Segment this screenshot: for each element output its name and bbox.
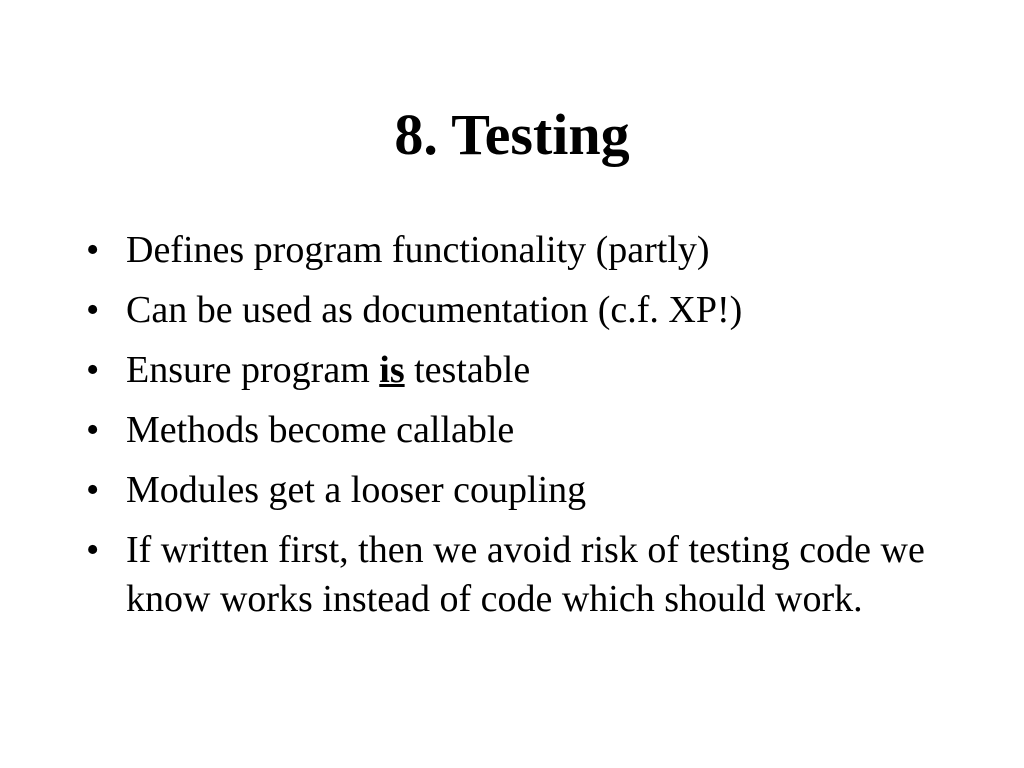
bullet-item <box>86 466 946 515</box>
bullet-icon: • <box>86 469 100 511</box>
bullet-text: Methods become callable <box>126 409 515 451</box>
bullet-icon: • <box>86 349 100 391</box>
bullet-item <box>86 226 946 275</box>
bullet-text: Defines program functionality (partly) <box>126 229 710 271</box>
emphasized-word: is <box>379 349 405 391</box>
bullet-item <box>86 286 946 335</box>
bullet-item <box>86 406 946 455</box>
bullet-text <box>126 349 530 391</box>
bullet-icon: • <box>86 289 100 331</box>
bullet-icon: • <box>86 409 100 451</box>
bullet-text-after: testable <box>404 349 531 391</box>
bullet-icon: • <box>86 229 100 271</box>
bullet-icon: • <box>86 529 100 571</box>
bullet-text-before: Ensure program <box>126 349 380 391</box>
bullet-text: If written first, then we avoid risk of testing code we know works instead of code which should work. <box>126 529 925 620</box>
bullet-item <box>86 346 946 395</box>
bullet-list <box>86 226 946 635</box>
slide-title: 8. Testing <box>394 102 630 167</box>
bullet-text: Modules get a looser coupling <box>126 469 587 511</box>
bullet-text: Can be used as documentation (c.f. XP!) <box>126 289 743 331</box>
bullet-item <box>86 526 946 624</box>
